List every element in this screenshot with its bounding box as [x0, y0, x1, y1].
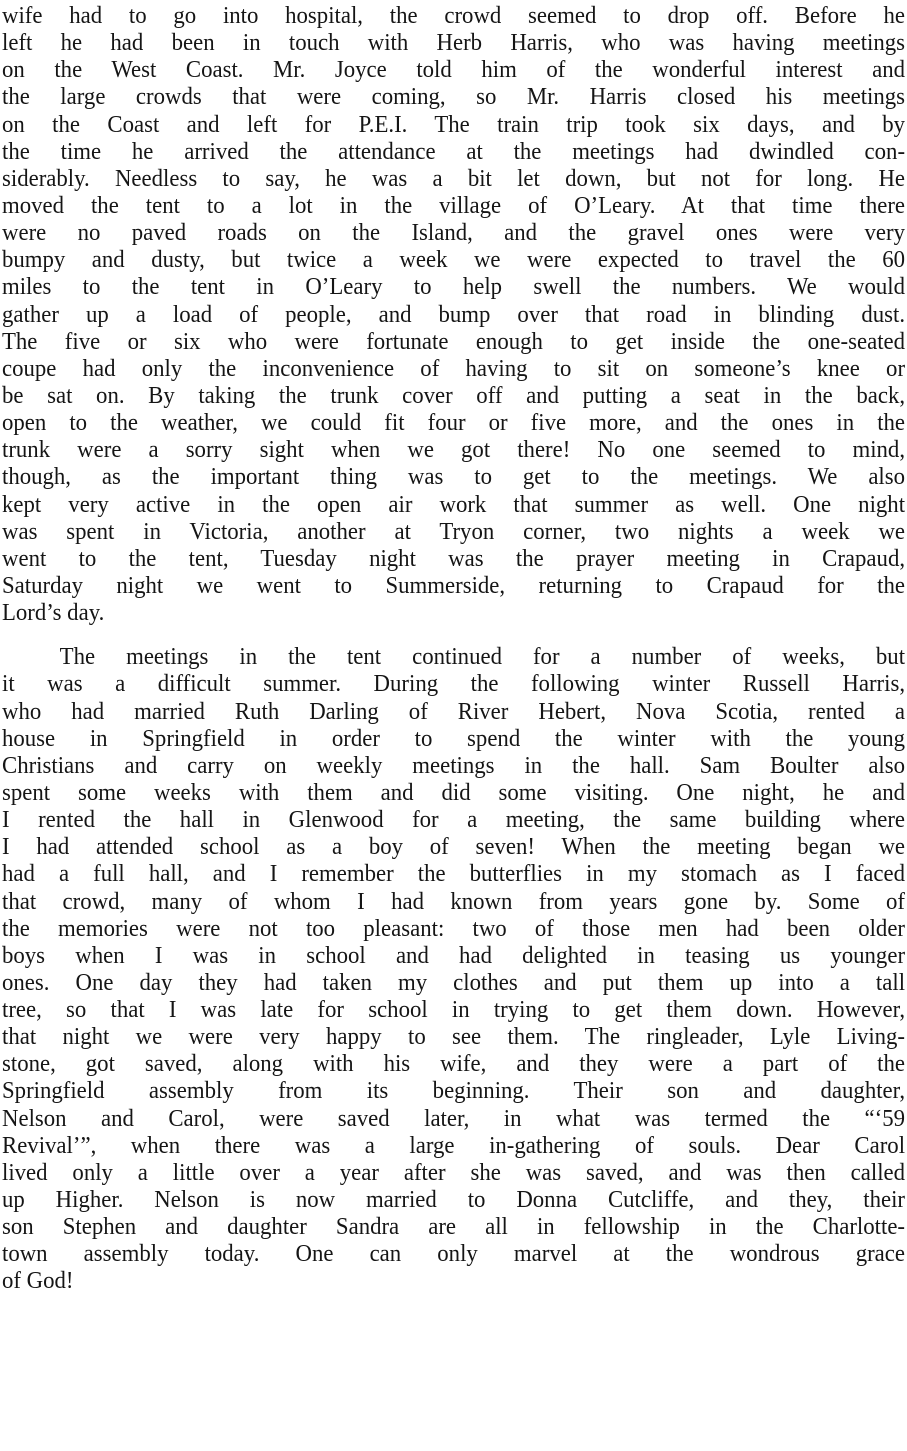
text-line: up Higher. Nelson is now married to Donna Cutcliffe, and they, their — [2, 1186, 906, 1214]
text-line: Christians and carry on weekly meetings in the hall. Sam Boulter also — [2, 751, 906, 779]
text-line: lived only a little over a year after she was saved, and was then called — [2, 1158, 906, 1186]
document-page — [2, 0, 906, 1295]
text-line: went to the tent, Tuesday night was the prayer meeting in Crapaud, — [2, 544, 906, 572]
text-line: tree, so that I was late for school in trying to get them down. However, — [2, 996, 906, 1024]
text-line: it was a difficult summer. During the following winter Russell Harris, — [2, 670, 906, 698]
text-line: that night we were very happy to see them. The ringleader, Lyle Living- — [2, 1023, 906, 1051]
paragraph-1 — [2, 2, 906, 627]
text-line: trunk were a sorry sight when we got there! No one seemed to mind, — [2, 436, 906, 464]
text-line: gather up a load of people, and bump over that road in blinding dust. — [2, 300, 906, 328]
text-line: I rented the hall in Glenwood for a meeting, the same building where — [2, 806, 906, 834]
text-line: kept very active in the open air work that summer as well. One night — [2, 490, 906, 518]
text-line: be sat on. By taking the trunk cover off and putting a seat in the back, — [2, 381, 906, 409]
text-line: open to the weather, we could fit four or five more, and the ones in the — [2, 409, 906, 437]
text-line: The five or six who were fortunate enough to get inside the one-seated — [2, 327, 906, 355]
text-line: Revival’”, when there was a large in-gathering of souls. Dear Carol — [2, 1131, 906, 1159]
text-line: on the Coast and left for P.E.I. The train trip took six days, and by — [2, 110, 906, 138]
text-line: was spent in Victoria, another at Tryon corner, two nights a week we — [2, 517, 906, 545]
text-line: stone, got saved, along with his wife, and they were a part of the — [2, 1050, 906, 1078]
text-line: that crowd, many of whom I had known from years gone by. Some of — [2, 887, 906, 915]
text-line: boys when I was in school and had delighted in teasing us younger — [2, 941, 906, 969]
text-line: bumpy and dusty, but twice a week we were expected to travel the 60 — [2, 246, 906, 274]
text-line: though, as the important thing was to get to the meetings. We also — [2, 463, 906, 491]
text-line: Nelson and Carol, were saved later, in what was termed the “‘59 — [2, 1104, 906, 1132]
text-line: I had attended school as a boy of seven! When the meeting began we — [2, 833, 906, 861]
text-line: who had married Ruth Darling of River Hebert, Nova Scotia, rented a — [2, 697, 906, 725]
text-line: son Stephen and daughter Sandra are all in fellowship in the Charlotte- — [2, 1213, 906, 1241]
text-line: Lord’s day. — [2, 599, 105, 627]
text-line: the time he arrived the attendance at the meetings had dwindled con- — [2, 137, 906, 165]
text-line: left he had been in touch with Herb Harris, who was having meetings — [2, 29, 906, 57]
text-line: town assembly today. One can only marvel at the wondrous grace — [2, 1240, 906, 1268]
text-line: coupe had only the inconvenience of having to sit on someone’s knee or — [2, 354, 906, 382]
text-line: on the West Coast. Mr. Joyce told him of the wonderful interest and — [2, 56, 906, 84]
text-line: siderably. Needless to say, he was a bit let down, but not for long. He — [2, 164, 906, 192]
text-line: miles to the tent in O’Leary to help swell the numbers. We would — [2, 273, 906, 301]
text-line: of God! — [2, 1267, 74, 1295]
paragraph-2 — [2, 643, 906, 1295]
text-line: The meetings in the tent continued for a number of weeks, but — [59, 643, 906, 671]
text-line: Springfield assembly from its beginning. Their son and daughter, — [2, 1077, 906, 1105]
text-line: moved the tent to a lot in the village of O’Leary. At that time there — [2, 191, 906, 219]
text-line: house in Springfield in order to spend the winter with the young — [2, 724, 906, 752]
text-line: the large crowds that were coming, so Mr. Harris closed his meetings — [2, 83, 906, 111]
text-line: Saturday night we went to Summerside, returning to Crapaud for the — [2, 571, 906, 599]
text-line: ones. One day they had taken my clothes and put them up into a tall — [2, 968, 906, 996]
text-line: were no paved roads on the Island, and the gravel ones were very — [2, 219, 906, 247]
text-line: spent some weeks with them and did some visiting. One night, he and — [2, 778, 906, 806]
text-line: wife had to go into hospital, the crowd seemed to drop off. Before he — [2, 2, 906, 29]
text-line: had a full hall, and I remember the butterflies in my stomach as I faced — [2, 860, 906, 888]
text-line: the memories were not too pleasant: two of those men had been older — [2, 914, 906, 942]
